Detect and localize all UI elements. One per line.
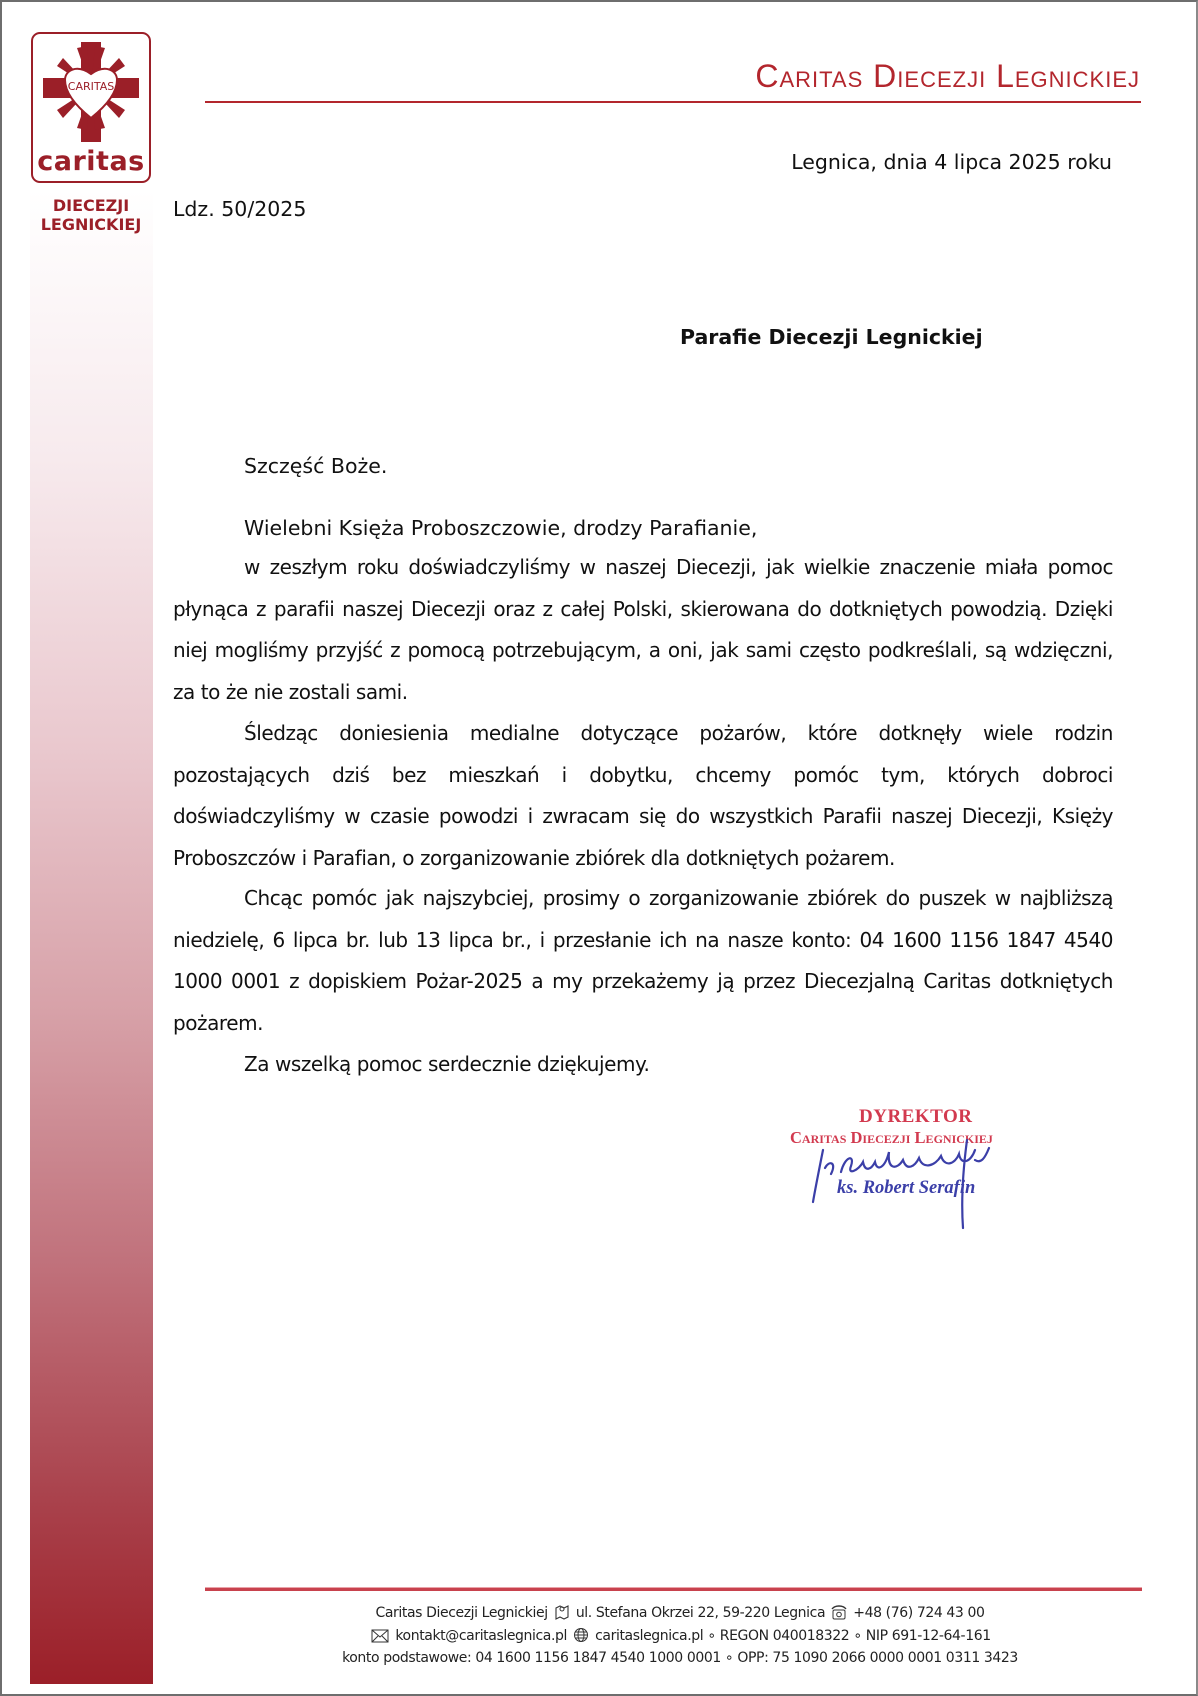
- sidebar-gradient-strip: [30, 190, 153, 1684]
- footer-line-1: [200, 1604, 1160, 1627]
- footer-nip: NIP 691-12-64-161: [865, 1627, 991, 1644]
- handwritten-signature-icon: [785, 1100, 1055, 1235]
- logo-diocese-label: [28, 196, 154, 234]
- logo-sub-line2: LEGNICKIEJ: [40, 215, 142, 234]
- logo-sub-line1: DIECEZJI: [52, 196, 130, 215]
- header-organization-title: Caritas Diecezji Legnickiej: [755, 58, 1140, 94]
- stamp-organization: Caritas Diecezji Legnickiej: [790, 1128, 993, 1147]
- footer-regon: REGON 040018322: [719, 1627, 850, 1644]
- envelope-icon: [371, 1629, 389, 1650]
- footer-separator: ∘: [707, 1627, 716, 1644]
- paragraph-closing: Za wszelką pomoc serdecznie dziękujemy.: [244, 1052, 650, 1076]
- footer-account: konto podstawowe: 04 1600 1156 1847 4540 1000 0001: [342, 1650, 721, 1666]
- globe-icon: [573, 1627, 589, 1650]
- footer-website[interactable]: caritaslegnica.pl: [595, 1627, 704, 1644]
- phone-icon: [831, 1604, 847, 1627]
- paragraph-2: Śledząc doniesienia medialne dotyczące pożarów, które dotknęły wiele rodzin pozostających dziś bez mieszkań i dobytku, chcemy pomóc tym, których dobroci doświadczyliśmy w czasie powodzi i zwracam się do wszystkich Parafii naszej Diecezji, Księży Proboszczów i Parafian, o zorganizowanie zbiórek dla dotkniętych pożarem.: [173, 721, 1113, 870]
- paragraph-3: Chcąc pomóc jak najszybciej, prosimy o zorganizowanie zbiórek do puszek w najbliższą niedzielę, 6 lipca br. lub 13 lipca br., i przesłanie ich na nasze konto: 04 1600 1156 1847 4540 1000 0001 z dopiskiem Pożar-2025 a my przekażemy ją przez Diecezjalną Caritas dotkniętych pożarem.: [173, 886, 1113, 1035]
- logo-wordmark: caritas: [37, 146, 145, 177]
- map-pin-icon: [554, 1604, 570, 1627]
- footer-email[interactable]: kontakt@caritaslegnica.pl: [395, 1627, 567, 1644]
- reference-number: Ldz. 50/2025: [173, 197, 307, 221]
- footer-divider: [205, 1587, 1142, 1591]
- signature-stamp: [785, 1100, 1055, 1235]
- paragraph-1: w zeszłym roku doświadczyliśmy w naszej Diecezji, jak wielkie znaczenie miała pomoc płynąca z parafii naszej Diecezji oraz z całej Polski, skierowana do dotkniętych powodzią. Dzięki niej mogliśmy przyjść z pomocą potrzebującym, a oni, jak sami często podkreślali, są wdzięczni, za to że nie zostali sami.: [173, 555, 1113, 704]
- footer-org-name: Caritas Diecezji Legnickiej: [375, 1605, 548, 1621]
- recipient: Parafie Diecezji Legnickiej: [680, 325, 983, 349]
- footer-address: ul. Stefana Okrzei 22, 59-220 Legnica: [575, 1605, 826, 1621]
- header-divider: [205, 101, 1141, 103]
- footer-separator: ∘: [853, 1627, 862, 1644]
- logo-emblem-text: CARITAS: [67, 80, 115, 93]
- caritas-logo: [31, 32, 151, 183]
- footer-line-2: [200, 1627, 1160, 1650]
- footer-line-3: [200, 1649, 1160, 1669]
- salutation: Wielebni Księża Proboszczowie, drodzy Parafianie,: [244, 516, 758, 540]
- footer-separator: ∘: [724, 1650, 734, 1666]
- caritas-heart-cross-icon: [41, 40, 141, 144]
- stamp-title: DYREKTOR: [859, 1106, 973, 1127]
- signer-name: ks. Robert Serafin: [837, 1178, 976, 1198]
- footer-contact: [200, 1604, 1160, 1669]
- footer-phone: +48 (76) 724 43 00: [853, 1605, 985, 1621]
- footer-opp: OPP: 75 1090 2066 0000 0001 0311 3423: [737, 1650, 1018, 1666]
- greeting: Szczęść Boże.: [244, 454, 388, 478]
- place-date: Legnica, dnia 4 lipca 2025 roku: [791, 150, 1112, 174]
